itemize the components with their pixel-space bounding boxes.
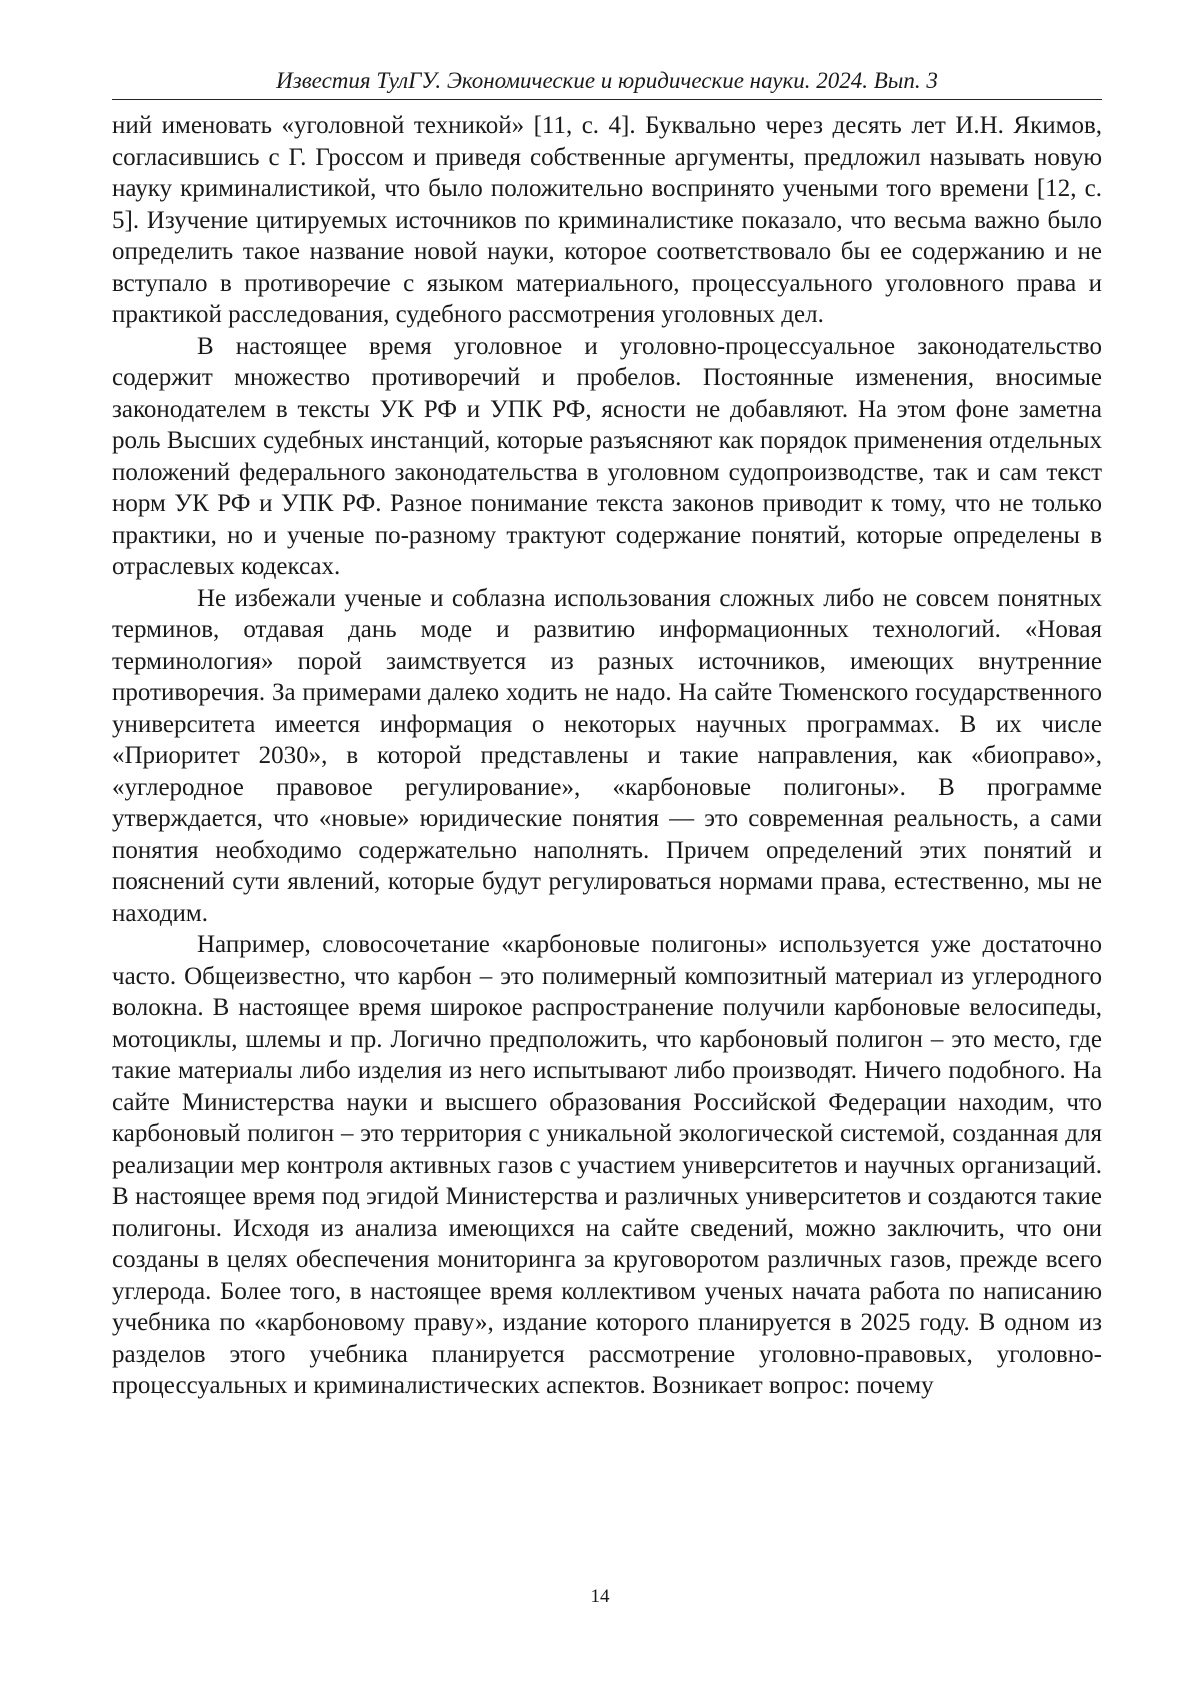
article-body — [112, 110, 1102, 1402]
paragraph-continued: ний именовать «уголовной техникой» [11, с. 4]. Буквально через десять лет И.Н. Якимов, согласившись с Г. Гроссом и приведя собственные аргументы, предложил называть новую науку криминалистикой, что было положительно воспринято учеными того времени [12, с. 5]. Изучение цитируемых источников по криминалистике показало, что весьма важно было определить такое название новой науки, которое соответствовало бы ее содержанию и не вступало в противоречие с языком материального, процессуального уголовного права и практикой расследования, судебного рассмотрения уголовных дел. — [112, 110, 1102, 331]
paragraph: В настоящее время уголовное и уголовно-процессуальное законодательство содержит множество противоречий и пробелов. Постоянные изменения, вносимые законодателем в тексты УК РФ и УПК РФ, ясности не добавляют. На этом фоне заметна роль Высших судебных инстанций, которые разъясняют как порядок применения отдельных положений федерального законодательства в уголовном судопроизводстве, так и сам текст норм УК РФ и УПК РФ. Разное понимание текста законов приводит к тому, что не только практики, но и ученые по-разному трактуют содержание понятий, которые определены в отраслевых кодексах. — [112, 331, 1102, 583]
page-number: 14 — [0, 1585, 1200, 1609]
document-page — [0, 0, 1200, 1698]
paragraph: Например, словосочетание «карбоновые полигоны» используется уже достаточно часто. Общеизвестно, что карбон – это полимерный композитный материал из углеродного волокна. В настоящее время широкое распространение получили карбоновые велосипеды, мотоциклы, шлемы и пр. Логично предположить, что карбоновый полигон – это место, где такие материалы либо изделия из него испытывают либо производят. Ничего подобного. На сайте Министерства науки и высшего образования Российской Федерации находим, что карбоновый полигон – это территория с уникальной экологической системой, созданная для реализации мер контроля активных газов с участием университетов и научных организаций. В настоящее время под эгидой Министерства и различных университетов и создаются такие полигоны. Исходя из анализа имеющихся на сайте сведений, можно заключить, что они созданы в целях обеспечения мониторинга за круговоротом различных газов, прежде всего углерода. Более того, в настоящее время коллективом ученых начата работа по написанию учебника по «карбоновому праву», издание которого планируется в 2025 году. В одном из разделов этого учебника планируется рассмотрение уголовно-правовых, уголовно-процессуальных и криминалистических аспектов. Возникает вопрос: почему — [112, 929, 1102, 1402]
paragraph: Не избежали ученые и соблазна использования сложных либо не совсем понятных терминов, отдавая дань моде и развитию информационных технологий. «Новая терминология» порой заимствуется из разных источников, имеющих внутренние противоречия. За примерами далеко ходить не надо. На сайте Тюменского государственного университета имеется информация о некоторых научных программах. В их числе «Приоритет 2030», в которой представлены и такие направления, как «биоправо», «углеродное правовое регулирование», «карбоновые полигоны». В программе утверждается, что «новые» юридические понятия — это современная реальность, а сами понятия необходимо содержательно наполнять. Причем определений этих понятий и пояснений сути явлений, которые будут регулироваться нормами права, естественно, мы не находим. — [112, 583, 1102, 930]
running-title: Известия ТулГУ. Экономические и юридические науки. 2024. Вып. 3 — [112, 66, 1102, 96]
header-rule — [112, 99, 1102, 100]
